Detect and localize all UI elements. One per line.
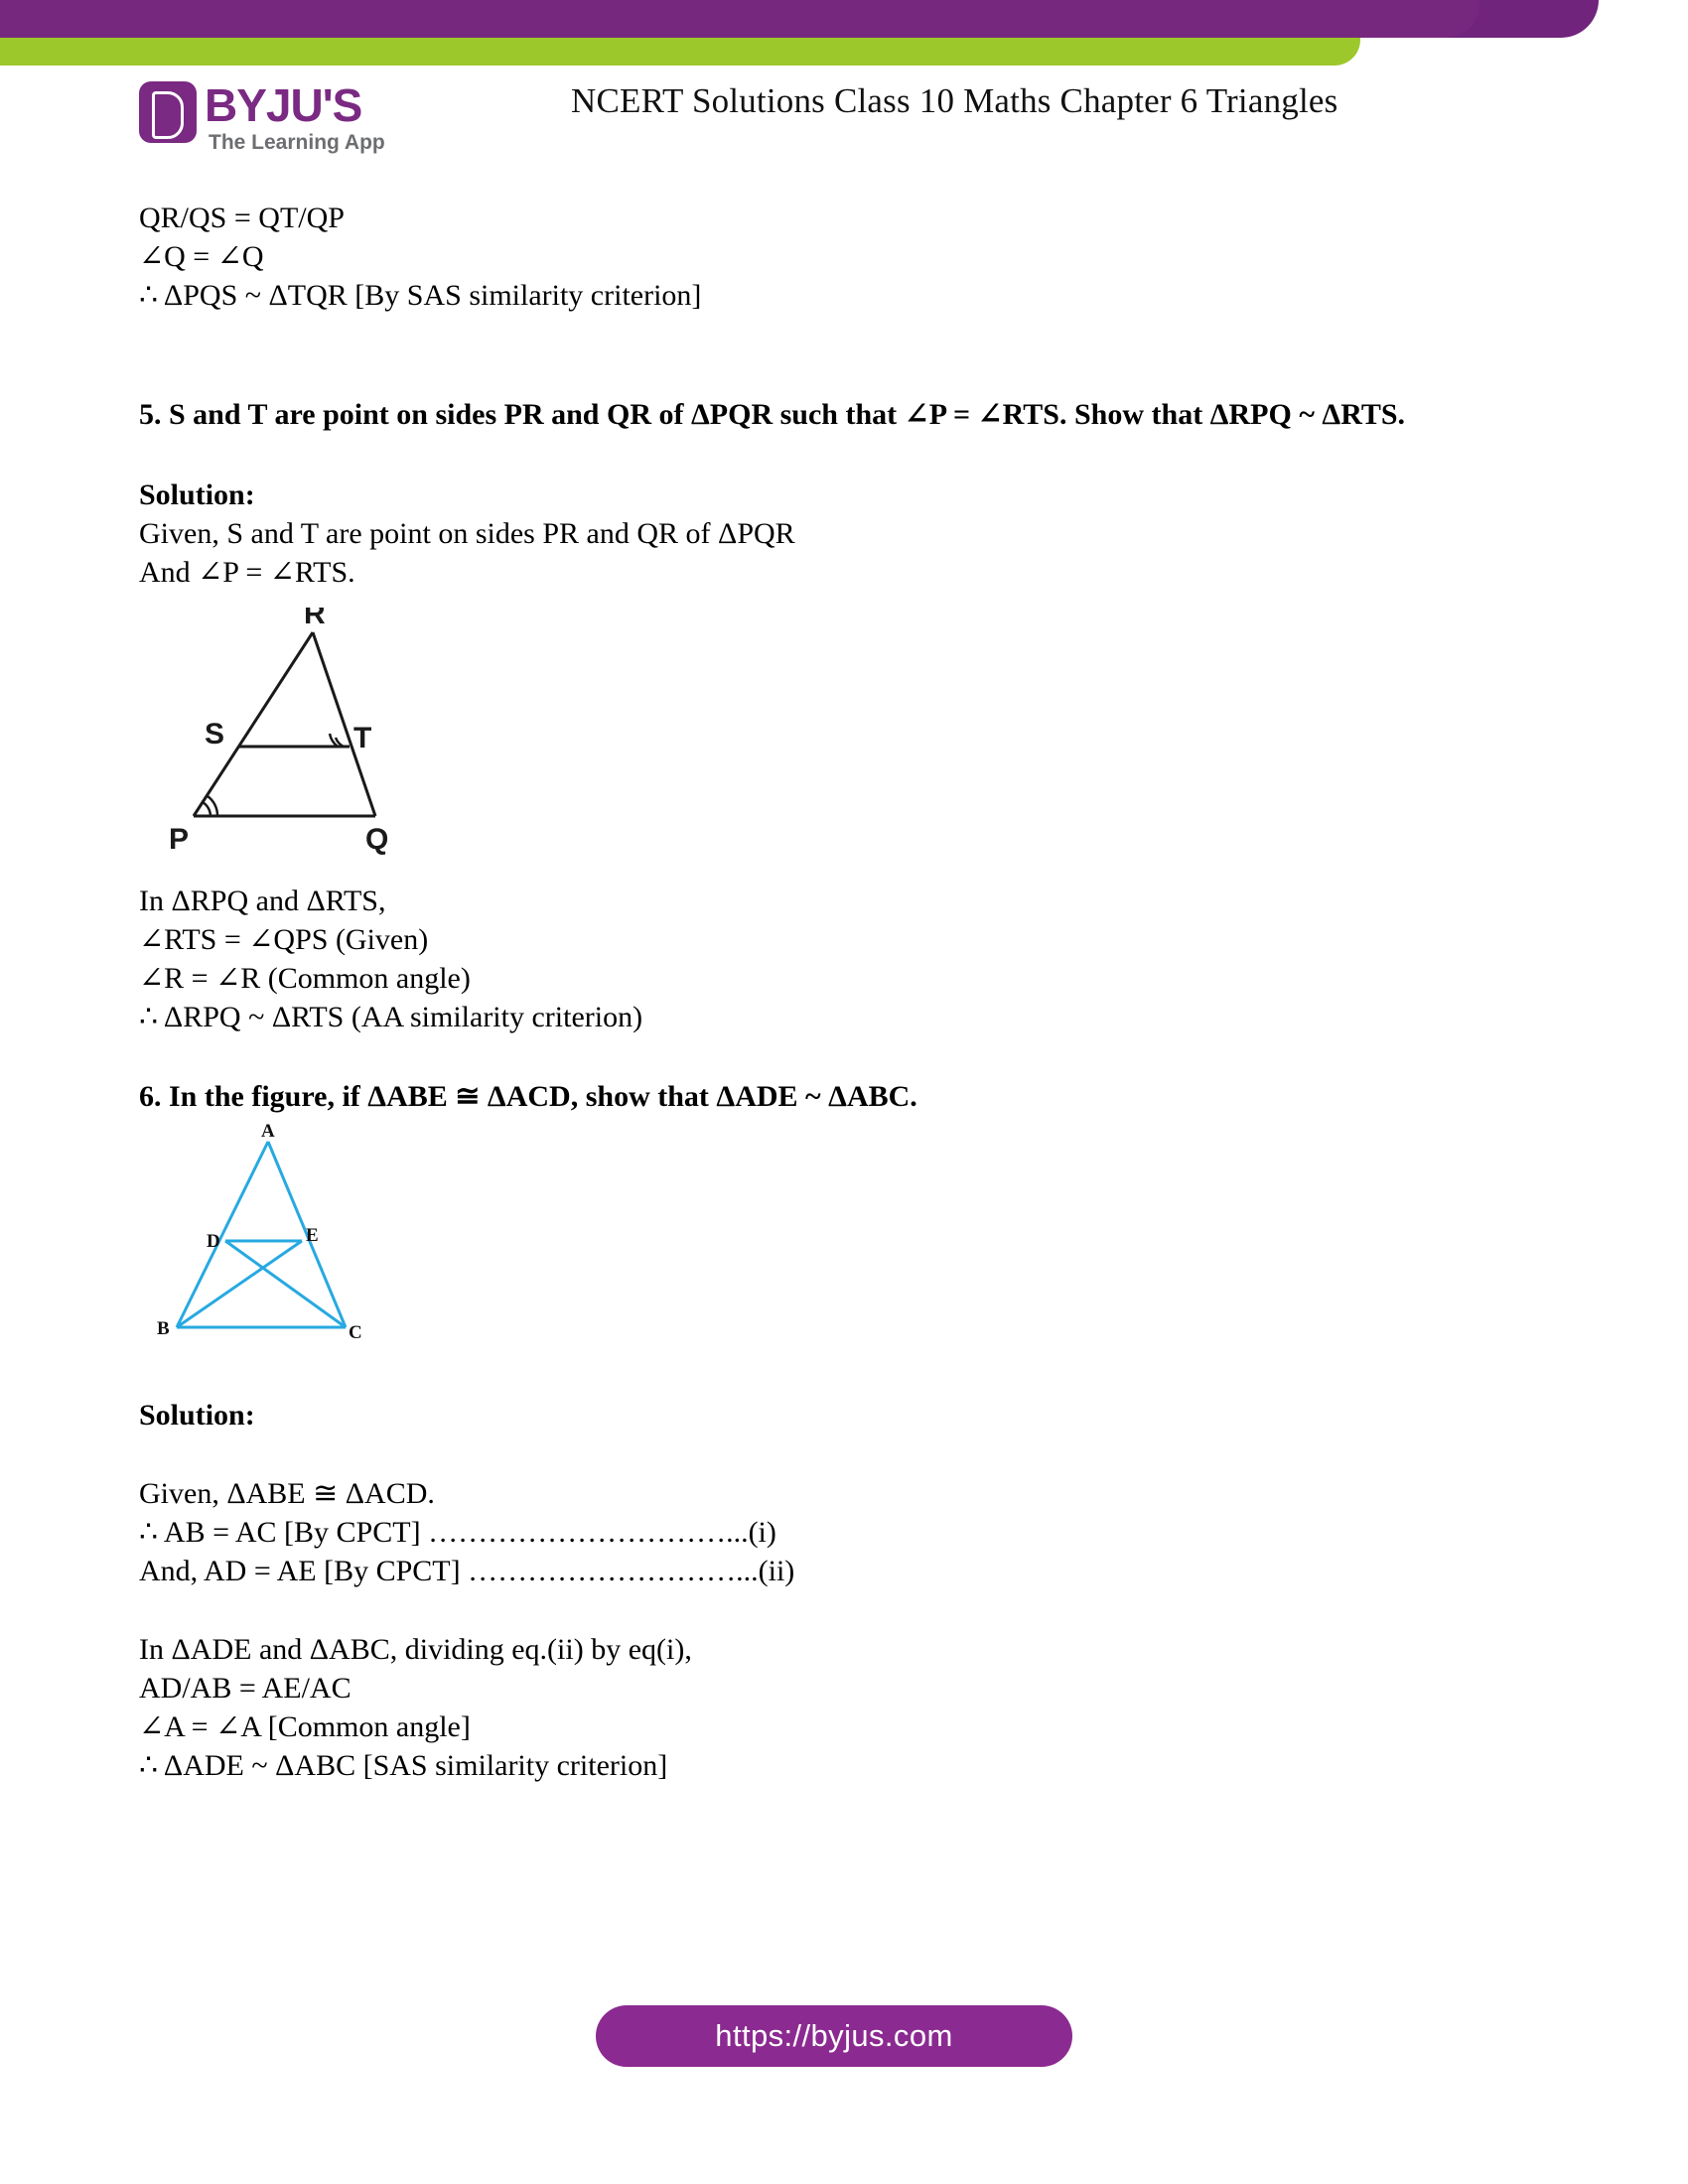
question-6-proof2-line: ∴ ΔADE ~ ΔABC [SAS similarity criterion] [139, 1749, 668, 1782]
question-5-text: 5. S and T are point on sides PR and QR of ΔPQR such that ∠P = ∠RTS. Show that ΔRPQ ~ ΔRTS. [139, 398, 1406, 431]
proof-line: QR/QS = QT/QP [139, 202, 345, 234]
figure1-label-T: T [353, 722, 372, 754]
figure1-label-Q: Q [365, 823, 389, 856]
figure2-label-B: B [157, 1318, 170, 1339]
figure1-label-R: R [304, 608, 326, 630]
question-6-proof2-line: AD/AB = AE/AC [139, 1672, 352, 1705]
question-5-solution-heading: Solution: [139, 478, 255, 511]
question-5-proof-line: In ΔRPQ and ΔRTS, [139, 885, 386, 917]
banner-green-bar [0, 38, 1360, 66]
figure1-label-S: S [205, 718, 225, 751]
question-6-text: 6. In the figure, if ΔABE ≅ ΔACD, show that ΔADE ~ ΔABC. [139, 1080, 917, 1113]
figure-triangle-ABC [149, 1124, 477, 1372]
byjus-logo-tagline: The Learning App [209, 131, 385, 154]
proof-line: ∴ ΔPQS ~ ΔTQR [By SAS similarity criterion] [139, 279, 702, 312]
question-6-proof-line: And, AD = AE [By CPCT] ………………………...(ii) [139, 1555, 795, 1587]
figure2-label-E: E [306, 1225, 319, 1246]
question-5-proof-line: ∠RTS = ∠QPS (Given) [139, 923, 429, 956]
page-title: NCERT Solutions Class 10 Maths Chapter 6 Triangles [571, 81, 1338, 120]
figure1-label-P: P [169, 823, 190, 856]
figure-triangle-ABC-svg [149, 1124, 477, 1352]
top-banner [0, 0, 1688, 66]
question-5-given-line: Given, S and T are point on sides PR and QR of ΔPQR [139, 517, 795, 550]
byjus-logo-wordmark: BYJU'S [205, 79, 362, 131]
question-6-proof2-line: In ΔADE and ΔABC, dividing eq.(ii) by eq(i), [139, 1633, 692, 1666]
byjus-url-button[interactable]: https://byjus.com [596, 2005, 1072, 2067]
document-content [139, 199, 1549, 1785]
banner-purple-bar [0, 0, 1479, 38]
byjus-logo-mark-icon [139, 81, 197, 143]
question-5-proof-line: ∠R = ∠R (Common angle) [139, 962, 471, 995]
question-6-proof-line: Given, ΔABE ≅ ΔACD. [139, 1477, 435, 1510]
figure-triangle-PQR [159, 608, 487, 856]
question-6-proof-line: ∴ AB = AC [By CPCT] …………………………...(i) [139, 1516, 776, 1549]
figure-triangle-PQR-svg [159, 608, 487, 856]
figure2-label-A: A [261, 1124, 275, 1142]
proof-line: ∠Q = ∠Q [139, 240, 264, 273]
question-5-given-line: And ∠P = ∠RTS. [139, 556, 355, 589]
question-6-proof2-line: ∠A = ∠A [Common angle] [139, 1710, 471, 1743]
figure2-label-D: D [207, 1231, 220, 1252]
byjus-logo [139, 81, 437, 159]
figure2-label-C: C [349, 1322, 362, 1343]
question-5-proof-line: ∴ ΔRPQ ~ ΔRTS (AA similarity criterion) [139, 1001, 643, 1033]
question-6-solution-heading: Solution: [139, 1399, 255, 1432]
